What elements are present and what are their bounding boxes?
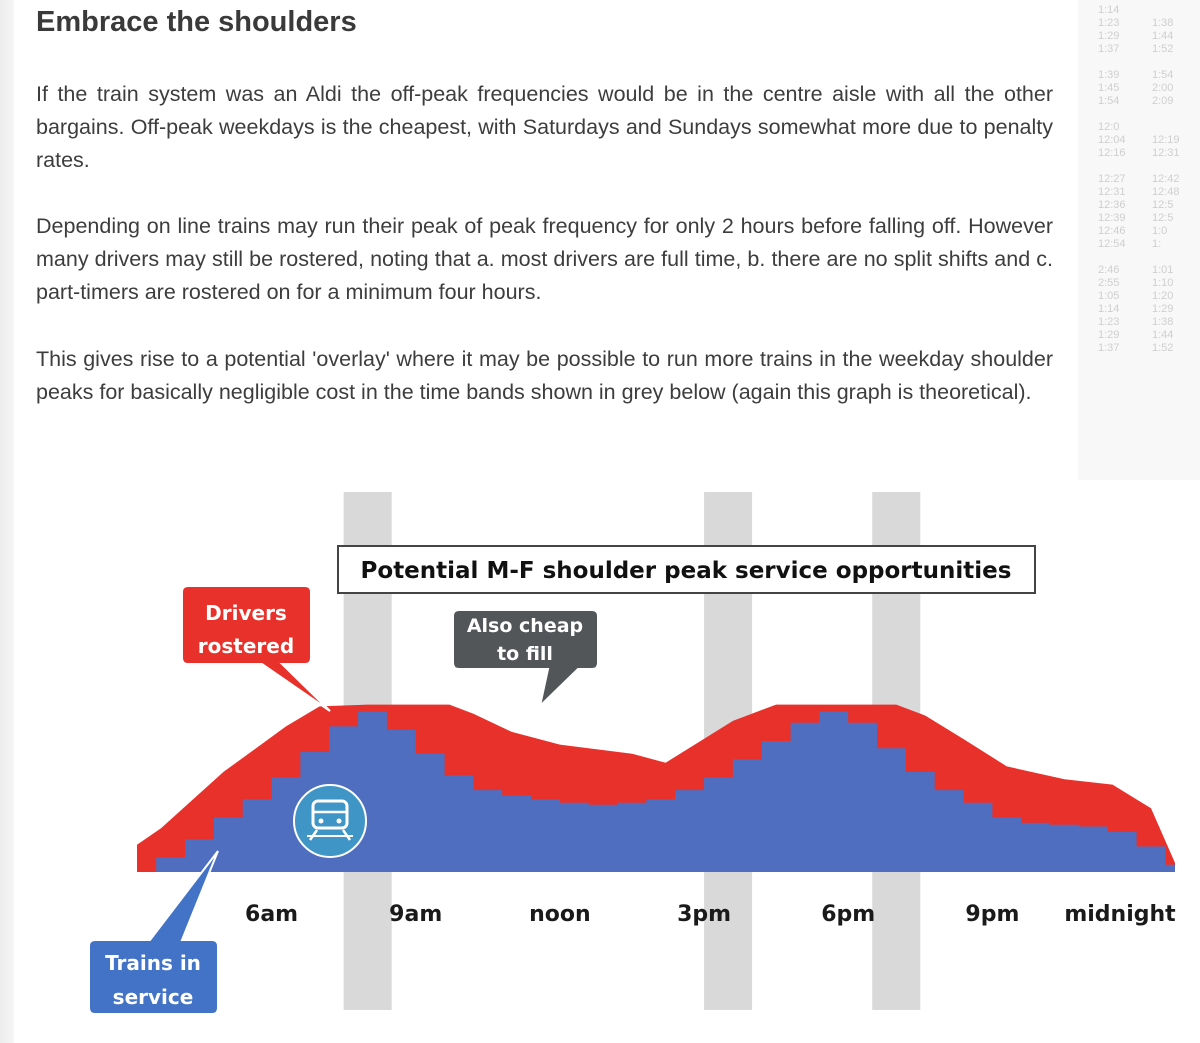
timetable-time <box>1098 108 1126 121</box>
timetable-column-a <box>1098 4 1126 355</box>
timetable-time: 1:14 <box>1098 4 1120 16</box>
timetable-time: 12:5 <box>1152 212 1174 224</box>
timetable-time: 1:37 <box>1098 342 1120 354</box>
timetable-time: 1:05 <box>1098 290 1120 302</box>
timetable-time: 12:27 <box>1098 173 1126 185</box>
callout-trains-in-service <box>89 851 218 1014</box>
timetable-time <box>1152 251 1180 264</box>
x-tick-label: 6pm <box>821 902 876 927</box>
section-heading: Embrace the shoulders <box>36 6 357 38</box>
timetable-time: 12:04 <box>1098 134 1126 146</box>
x-tick-label: 9am <box>389 902 443 927</box>
timetable-time: 1:44 <box>1152 30 1174 42</box>
paragraph-overlay: This gives rise to a potential 'overlay' where it may be possible to run more trains in the weekday shoulder peaks for basically negligible cost in the time bands shown in grey below (again this graph is theoretical). <box>36 347 1053 404</box>
timetable-time: 12:46 <box>1098 225 1126 237</box>
callout-trains-line2: service <box>112 985 194 1009</box>
chart-title-box <box>338 546 1035 593</box>
chart-title: Potential M-F shoulder peak service opportunities <box>360 558 1012 584</box>
timetable-time: 1:20 <box>1152 290 1174 302</box>
timetable-time: 12:39 <box>1098 212 1126 224</box>
timetable-time: 1:44 <box>1152 329 1174 341</box>
timetable-time <box>1098 160 1126 173</box>
timetable-time: 1:14 <box>1098 303 1120 315</box>
timetable-time <box>1152 56 1180 69</box>
callout-trains-line1: Trains in <box>105 951 201 975</box>
train-icon <box>294 785 366 857</box>
x-tick-label: 3pm <box>677 902 732 927</box>
service-chart <box>0 470 1200 1043</box>
callout-drivers-line1: Drivers <box>205 601 287 625</box>
timetable-time: 1: <box>1152 238 1162 250</box>
background-timetable <box>1078 0 1200 480</box>
callout-also-cheap <box>453 610 598 706</box>
timetable-time <box>1152 4 1180 17</box>
timetable-time <box>1098 56 1126 69</box>
x-tick-label: midnight <box>1064 902 1176 927</box>
timetable-time <box>1152 160 1180 173</box>
timetable-time: 1:45 <box>1098 82 1120 94</box>
callout-drivers-line2: rostered <box>197 634 295 658</box>
callout-cheap-line2: to fill <box>497 643 553 665</box>
timetable-time: 1:38 <box>1152 17 1174 29</box>
timetable-time: 1:54 <box>1152 69 1174 81</box>
timetable-time: 1:54 <box>1098 95 1120 107</box>
timetable-time: 1:01 <box>1152 264 1174 276</box>
timetable-time: 1:39 <box>1098 69 1120 81</box>
timetable-time: 12:5 <box>1152 199 1174 211</box>
timetable-time: 2:00 <box>1152 82 1174 94</box>
timetable-time: 12:48 <box>1152 186 1180 198</box>
timetable-time: 1:29 <box>1098 329 1120 341</box>
timetable-time: 12:19 <box>1152 134 1180 146</box>
callout-drivers-rostered <box>182 586 330 711</box>
timetable-time: 2:09 <box>1152 95 1174 107</box>
timetable-time: 12:42 <box>1152 173 1180 185</box>
timetable-time: 1:23 <box>1098 316 1120 328</box>
timetable-time: 12:31 <box>1152 147 1180 159</box>
timetable-column-b <box>1152 4 1180 355</box>
timetable-time: 1:37 <box>1098 43 1120 55</box>
timetable-time: 1:0 <box>1152 225 1168 237</box>
x-tick-label: noon <box>529 902 591 927</box>
paragraph-drivers: Depending on line trains may run their peak of peak frequency for only 2 hours before falling off. However many drivers may still be rostered, noting that a. most drivers are full time, b. there are no split shifts and c. part-timers are rostered on for a minimum four hours. <box>36 214 1053 304</box>
timetable-time: 2:55 <box>1098 277 1120 289</box>
timetable-time: 2:46 <box>1098 264 1120 276</box>
timetable-time: 1:29 <box>1152 303 1174 315</box>
timetable-time: 1:23 <box>1098 17 1120 29</box>
timetable-time: 12:36 <box>1098 199 1126 211</box>
timetable-time: 12:16 <box>1098 147 1126 159</box>
callout-cheap-line1: Also cheap <box>466 615 584 637</box>
timetable-time <box>1152 121 1180 134</box>
x-tick-label: 9pm <box>965 902 1020 927</box>
timetable-time: 1:29 <box>1098 30 1120 42</box>
timetable-time: 1:52 <box>1152 43 1174 55</box>
timetable-time: 12:31 <box>1098 186 1126 198</box>
timetable-time <box>1098 251 1126 264</box>
timetable-time: 1:10 <box>1152 277 1174 289</box>
paragraph-aldi: If the train system was an Aldi the off-peak frequencies would be in the centre aisle with all the other bargains. Off-peak weekdays is the cheapest, with Saturdays and Sundays somewhat more due to penalty rates. <box>36 82 1053 172</box>
timetable-time: 1:52 <box>1152 342 1174 354</box>
timetable-time: 12:54 <box>1098 238 1126 250</box>
x-tick-label: 6am <box>245 902 299 927</box>
timetable-time: 12:0 <box>1098 121 1120 133</box>
timetable-time: 1:38 <box>1152 316 1174 328</box>
timetable-time <box>1152 108 1180 121</box>
